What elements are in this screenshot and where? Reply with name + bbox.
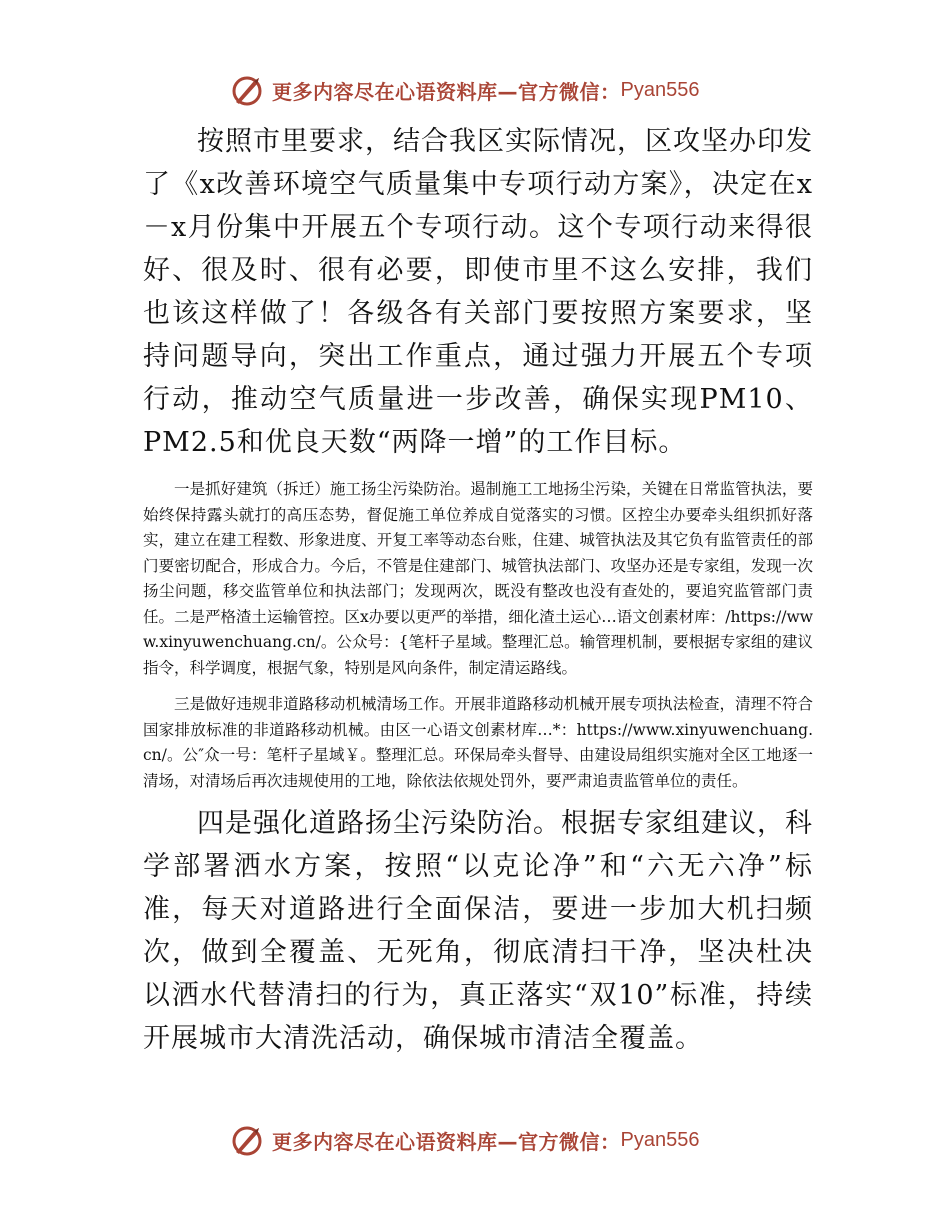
footer-banner	[230, 1120, 710, 1160]
paragraph-construction-dust: 一是抓好建筑（拆迁）施工扬尘污染防治。遏制施工工地扬尘污染，关键在日常监管执法，要始终保持露头就打的高压态势，督促施工单位养成自觉落实的习惯。区控尘办要牵头组织抓好落实，建立在建工程数、形象进度、开复工率等动态台账，住建、城管执法及其它负有监管责任的部门要密切配合，形成合力。今后，不管是住建部门、城管执法部门、攻坚办还是专家组，发现一次扬尘问题，移交监管单位和执法部门；发现两次，既没有整改也没有查处的，要追究监管部门责任。二是严格渣土运输管控。区x办要以更严的举措，细化渣土运心…语文创素材库：/https://www.xinyuwenchuang.cn/。公众号：{笔杆子星域。整理汇总。输管理机制，要根据专家组的建议指令，科学调度，根据气象，特别是风向条件，制定清运路线。	[143, 480, 813, 677]
paragraph-intro: 按照市里要求，结合我区实际情况，区攻坚办印发了《x改善环境空气质量集中专项行动方案》，决定在x－x月份集中开展五个专项行动。这个专项行动来得很好、很及时、很有必要，即使市里不这么安排，我们也该这样做了！各级各有关部门要按照方案要求，坚持问题导向，突出工作重点，通过强力开展五个专项行动，推动空气质量进一步改善，确保实现PM10、PM2.5和优良天数“两降一增”的工作目标。	[143, 126, 813, 458]
paragraph-road-dust: 四是强化道路扬尘污染防治。根据专家组建议，科学部署洒水方案，按照“以克论净”和“六无六净”标准，每天对道路进行全面保洁，要进一步加大机扫频次，做到全覆盖、无死角，彻底清扫干净，坚决杜决以洒水代替清扫的行为，真正落实“双10”标准，持续开展城市大清洗活动，确保城市清洁全覆盖。	[143, 808, 813, 1054]
header-banner-text: 更多内容尽在心语资料库—官方微信：	[272, 79, 621, 104]
pen-logo-icon	[230, 1122, 266, 1158]
footer-banner-text: 更多内容尽在心语资料库—官方微信：	[272, 1129, 621, 1154]
pen-logo-icon	[230, 72, 266, 108]
document-body	[143, 120, 813, 1060]
footer-banner-handle: Pyan556	[620, 1128, 700, 1151]
header-banner	[230, 70, 710, 110]
header-banner-handle: Pyan556	[620, 78, 700, 101]
paragraph-nonroad-machinery: 三是做好违规非道路移动机械清场工作。开展非道路移动机械开展专项执法检查，清理不符合国家排放标准的非道路移动机械。由区一心语文创素材库…*：https://www.xinyuwenchuang.cn/。公″众一号：笔杆子星域￥。整理汇总。环保局牵头督导、由建设局组织实施对全区工地逐一清场，对清场后再次违规使用的工地，除依法依规处罚外，要严肃追责监管单位的责任。	[143, 695, 813, 790]
